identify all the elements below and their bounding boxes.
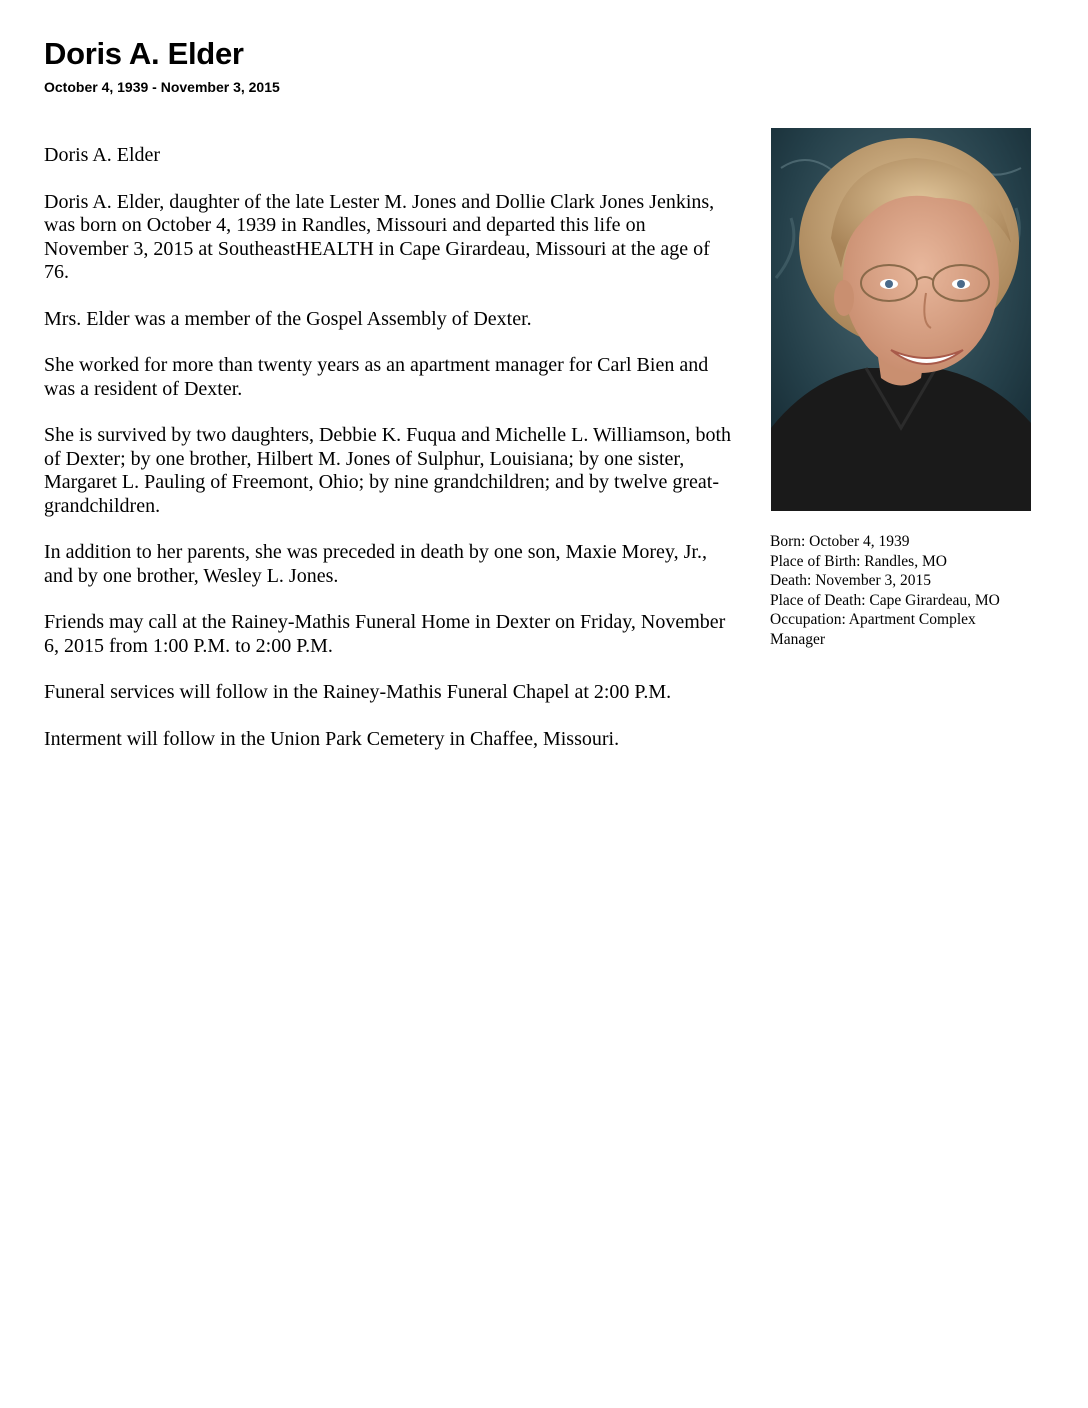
fact-occupation: Occupation: Apartment Complex: [770, 611, 976, 629]
portrait-photo-illustration: [771, 128, 1031, 511]
obituary-paragraph: In addition to her parents, she was preceded in death by one son, Maxie Morey, Jr., and by one brother, Wesley L. Jones.: [44, 541, 707, 587]
obituary-paragraph: Mrs. Elder was a member of the Gospel Assembly of Dexter.: [44, 307, 532, 330]
obituary-paragraph: Doris A. Elder, daughter of the late Lester M. Jones and Dollie Clark Jones Jenkins, was born on October 4, 1939 in Randles, Missouri and departed this life on November 3, 2015 at SoutheastHEALTH in Cape Girardeau, Missouri at the age of 76.: [44, 190, 715, 283]
portrait-photo: [771, 128, 1031, 511]
obituary-paragraph: She worked for more than twenty years as an apartment manager for Carl Bien and was a resident of Dexter.: [44, 354, 709, 400]
fact-occupation-continued: Manager: [770, 630, 826, 648]
obituary-body: [44, 144, 734, 774]
fact-place-of-death: Place of Death: Cape Girardeau, MO: [770, 591, 1000, 609]
fact-death: Death: November 3, 2015: [770, 572, 931, 590]
fact-place-of-birth: Place of Birth: Randles, MO: [770, 552, 947, 570]
obituary-paragraph: She is survived by two daughters, Debbie K. Fuqua and Michelle L. Williamson, both of Dexter; by one brother, Hilbert M. Jones of Sulphur, Louisiana; by one sister, Margaret L. Pauling of Freemont, Ohio; by nine grandchildren; and by twelve great-grandchildren.: [44, 424, 732, 517]
obituary-paragraph: Interment will follow in the Union Park Cemetery in Chaffee, Missouri.: [44, 727, 620, 750]
obituary-paragraph: Funeral services will follow in the Rainey-Mathis Funeral Chapel at 2:00 P.M.: [44, 681, 672, 703]
page-title: Doris A. Elder: [44, 36, 244, 71]
fact-born: Born: October 4, 1939: [770, 533, 910, 550]
life-dates: October 4, 1939 - November 3, 2015: [44, 79, 280, 95]
vital-facts: [770, 532, 1060, 650]
obituary-paragraph: Friends may call at the Rainey-Mathis Funeral Home in Dexter on Friday, November 6, 2015 from 1:00 P.M. to 2:00 P.M.: [44, 611, 726, 657]
obituary-heading: Doris A. Elder: [44, 144, 161, 166]
